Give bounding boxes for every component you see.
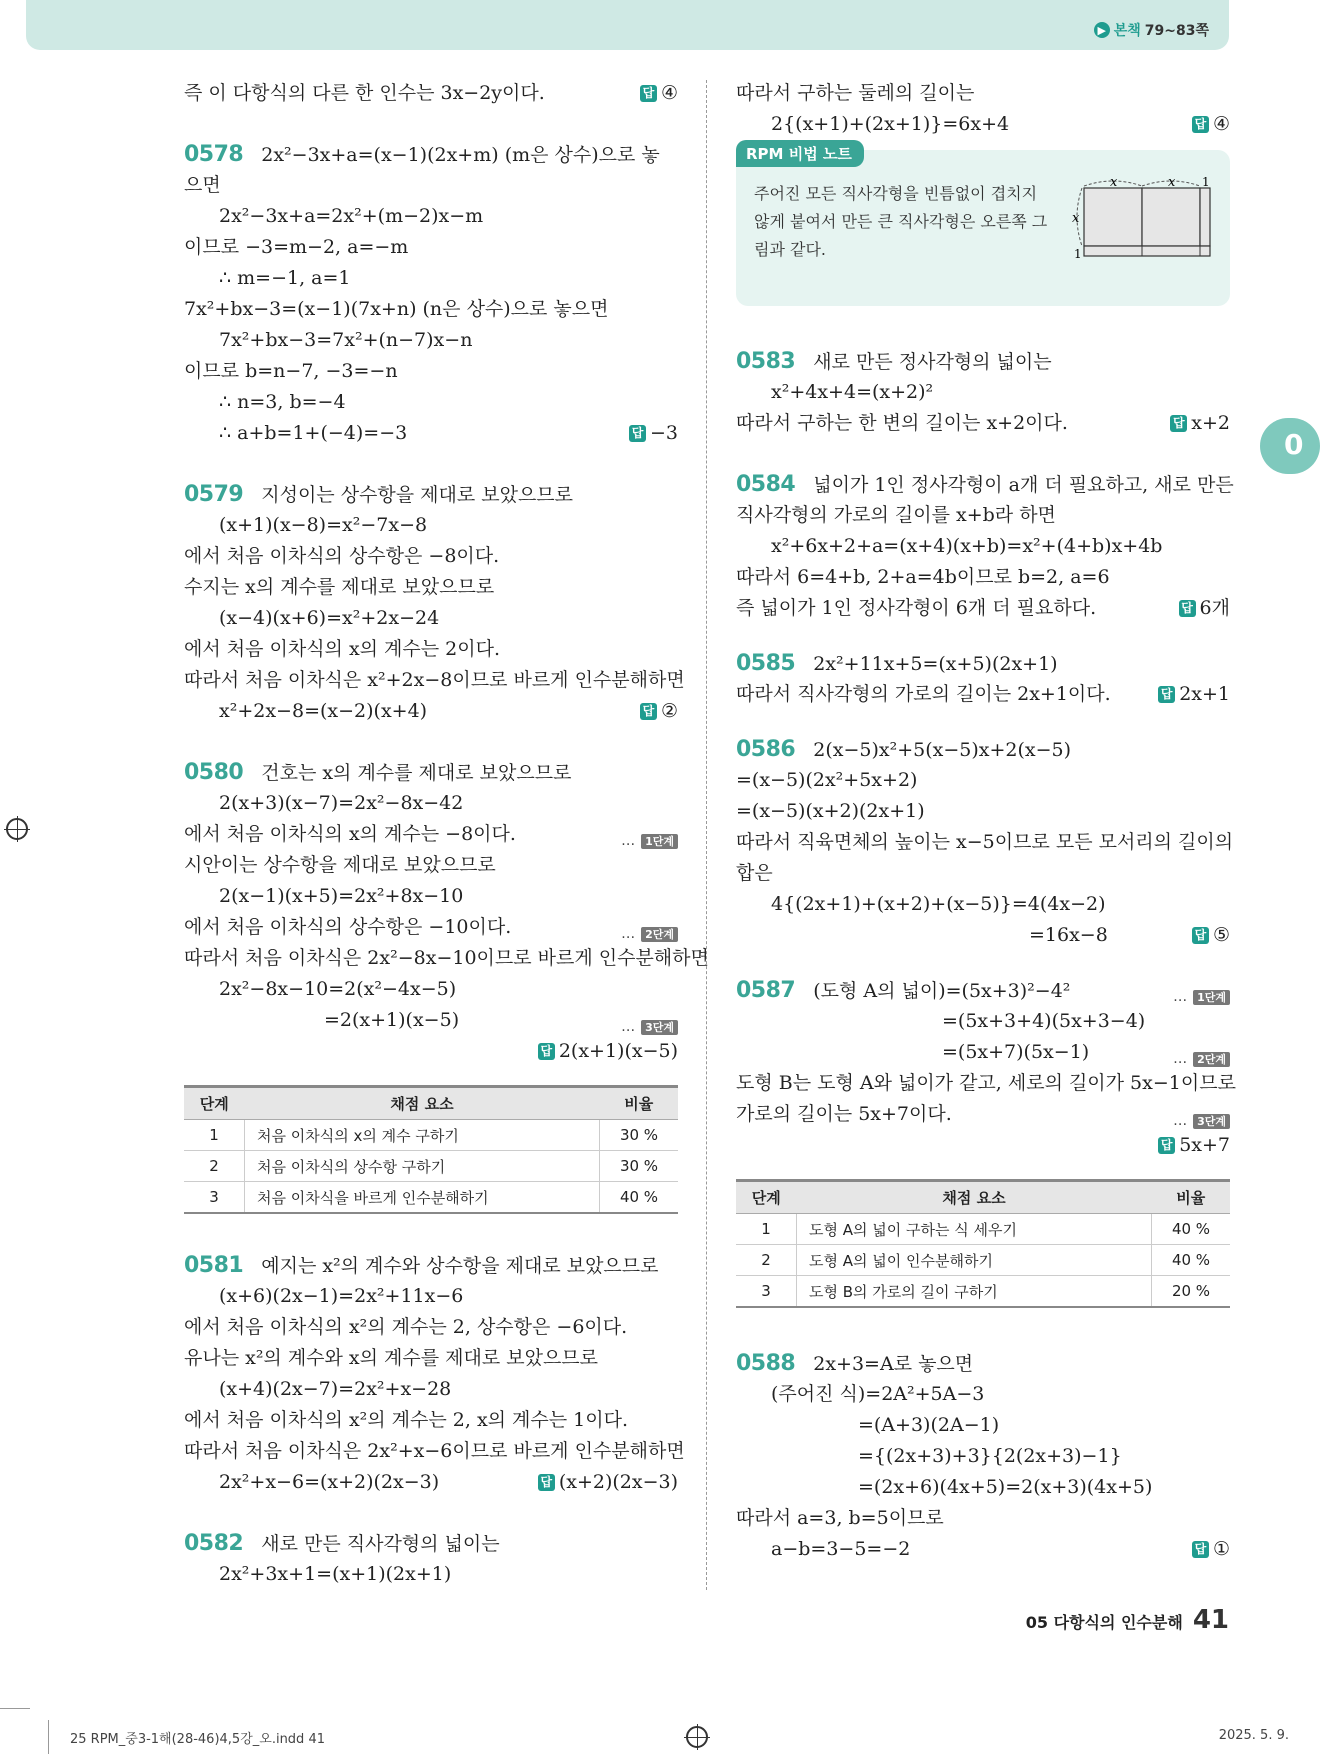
text-line: 에서 처음 이차식의 x의 계수는 2이다. bbox=[184, 638, 500, 660]
equation-line: (x+6)(2x−1)=2x²+11x−6 bbox=[219, 1285, 464, 1307]
step-badge: … 1단계 bbox=[1173, 982, 1230, 1013]
step-badge: … 3단계 bbox=[1173, 1106, 1230, 1137]
equation-line: =(x−5)(x+2)(2x+1) bbox=[736, 800, 925, 822]
equation-line: x²+2x−8=(x−2)(x+4) 답 ② bbox=[184, 696, 678, 727]
step-badge: … 1단계 bbox=[621, 826, 678, 857]
text-line: 따라서 a=3, b=5이므로 bbox=[736, 1507, 944, 1529]
text-line: 에서 처음 이차식의 상수항은 −10이다. … 2단계 bbox=[184, 912, 678, 943]
answer: 답 ④ bbox=[640, 78, 678, 109]
text-line: 에서 처음 이차식의 x²의 계수는 2, 상수항은 −6이다. bbox=[184, 1316, 628, 1338]
text-line: 따라서 처음 이차식은 2x²−8x−10이므로 바르게 인수분해하면 bbox=[184, 947, 709, 969]
problem-0582: 0582 새로 만든 직사각형의 넓이는 bbox=[184, 1531, 500, 1556]
tip-note-box bbox=[736, 145, 1230, 306]
problem-0584: 0584 넓이가 1인 정사각형이 a개 더 필요하고, 새로 만든 bbox=[736, 472, 1234, 497]
answer-line bbox=[736, 1130, 1230, 1161]
answer: 답 2(x+1)(x−5) bbox=[538, 1036, 678, 1067]
equation-line: 4{(2x+1)+(x+2)+(x−5)}=4(4x−2) bbox=[771, 893, 1106, 915]
problem-0579: 0579 지성이는 상수항을 제대로 보았으므로 bbox=[184, 482, 574, 507]
crop-mark bbox=[0, 1708, 30, 1709]
chapter-footer: 05 다항식의 인수분해 41 bbox=[1025, 1605, 1229, 1635]
left-column bbox=[184, 78, 709, 1590]
text-line: 으면 bbox=[184, 174, 221, 196]
answer: 답 2x+1 bbox=[1158, 679, 1230, 710]
text-line: 수지는 x의 계수를 제대로 보았으므로 bbox=[184, 576, 495, 598]
problem-number: 0582 bbox=[184, 1531, 244, 1556]
problem-0581: 0581 예지는 x²의 계수와 상수항을 제대로 보았으므로 bbox=[184, 1253, 659, 1278]
equation-line: (x−4)(x+6)=x²+2x−24 bbox=[219, 607, 440, 629]
answer: 답 ② bbox=[640, 696, 678, 727]
problem-number: 0583 bbox=[736, 349, 796, 374]
text-line: 따라서 6=4+b, 2+a=4b이므로 b=2, a=6 bbox=[736, 566, 1110, 588]
text-line: 유나는 x²의 계수와 x의 계수를 제대로 보았으므로 bbox=[184, 1347, 599, 1369]
answer-line bbox=[184, 1036, 678, 1067]
problem-0578: 0578 2x²−3x+a=(x−1)(2x+m) (m은 상수)으로 놓 bbox=[184, 142, 660, 167]
chapter-side-tab: 0 bbox=[1260, 418, 1320, 474]
equation-line: 2x²−8x−10=2(x²−4x−5) bbox=[219, 978, 457, 1000]
equation-line: ∴ m=−1, a=1 bbox=[219, 267, 351, 289]
ref-label: 본책 bbox=[1113, 23, 1141, 39]
step-badge: … 2단계 bbox=[1173, 1044, 1230, 1075]
header-band bbox=[26, 0, 1229, 50]
problem-number: 0586 bbox=[736, 737, 796, 762]
text-line: 7x²+bx−3=(x−1)(7x+n) (n은 상수)으로 놓으면 bbox=[184, 298, 609, 320]
svg-text:x: x bbox=[1110, 175, 1118, 190]
problem-number: 0580 bbox=[184, 760, 244, 785]
equation-line: 2(x+3)(x−7)=2x²−8x−42 bbox=[219, 792, 464, 814]
registration-mark-icon bbox=[6, 818, 28, 840]
text-line: 시안이는 상수항을 제대로 보았으므로 bbox=[184, 854, 496, 876]
tip-label: RPM 비법 노트 bbox=[736, 140, 864, 167]
file-slug: 25 RPM_중3-1해(28-46)4,5강_오.indd 41 bbox=[70, 1732, 325, 1747]
table-row: 3 처음 이차식을 바르게 인수분해하기 40 % bbox=[184, 1182, 678, 1214]
text-line: 에서 처음 이차식의 x²의 계수는 2, x의 계수는 1이다. bbox=[184, 1409, 628, 1431]
problem-number: 0585 bbox=[736, 651, 796, 676]
equation-line: 7x²+bx−3=7x²+(n−7)x−n bbox=[219, 329, 473, 351]
equation-line: a−b=3−5=−2 답 ① bbox=[736, 1534, 1230, 1565]
equation-line: x²+4x+4=(x+2)² bbox=[771, 381, 934, 403]
text-line: 직사각형의 가로의 길이를 x+b라 하면 bbox=[736, 504, 1056, 526]
text-line: 에서 처음 이차식의 상수항은 −8이다. bbox=[184, 545, 500, 567]
equation-line: ={(2x+3)+3}{2(2x+3)−1} bbox=[858, 1445, 1122, 1467]
crop-mark bbox=[48, 1720, 49, 1754]
equation-line: =(A+3)(2A−1) bbox=[858, 1414, 1000, 1436]
text-line: 따라서 구하는 둘레의 길이는 bbox=[736, 82, 975, 104]
equation-line: =(5x+7)(5x−1) … 2단계 bbox=[736, 1037, 1230, 1068]
equation-line: 2x²+x−6=(x+2)(2x−3) 답 (x+2)(2x−3) bbox=[184, 1467, 678, 1498]
text-line: 합은 bbox=[736, 862, 773, 884]
problem-number: 0587 bbox=[736, 978, 796, 1003]
problem-0586: 0586 2(x−5)x²+5(x−5)x+2(x−5) bbox=[736, 737, 1072, 762]
problem-number: 0584 bbox=[736, 472, 796, 497]
svg-text:1: 1 bbox=[1074, 247, 1082, 261]
problem-0585: 0585 2x²+11x+5=(x+5)(2x+1) bbox=[736, 651, 1058, 676]
equation-line: ∴ a+b=1+(−4)=−3 답 −3 bbox=[184, 418, 678, 449]
equation-line: =(x−5)(2x²+5x+2) bbox=[736, 769, 918, 791]
table-row: 2 도형 A의 넓이 인수분해하기 40 % bbox=[736, 1245, 1230, 1276]
answer: 답 6개 bbox=[1179, 593, 1230, 624]
problem-0580: 0580 건호는 x의 계수를 제대로 보았으므로 bbox=[184, 760, 572, 785]
rectangle-figure bbox=[1072, 175, 1212, 268]
text-line: 따라서 처음 이차식은 2x²+x−6이므로 바르게 인수분해하면 bbox=[184, 1440, 685, 1462]
table-row: 2 처음 이차식의 상수항 구하기 30 % bbox=[184, 1151, 678, 1182]
text-line: 이므로 b=n−7, −3=−n bbox=[184, 360, 398, 382]
registration-mark-icon bbox=[686, 1726, 708, 1748]
text-line: 도형 B는 도형 A와 넓이가 같고, 세로의 길이가 5x−1이므로 bbox=[736, 1072, 1236, 1094]
text-line: 따라서 처음 이차식은 x²+2x−8이므로 바르게 인수분해하면 bbox=[184, 669, 685, 691]
text-line: 따라서 직육면체의 높이는 x−5이므로 모든 모서리의 길이의 bbox=[736, 831, 1234, 853]
svg-text:x: x bbox=[1168, 175, 1176, 190]
answer: 답 ④ bbox=[1192, 109, 1230, 140]
step-badge: … 2단계 bbox=[621, 919, 678, 950]
equation-line: x²+6x+2+a=(x+4)(x+b)=x²+(4+b)x+4b bbox=[771, 535, 1163, 557]
svg-text:x: x bbox=[1072, 211, 1080, 226]
table-row: 3 도형 B의 가로의 길이 구하기 20 % bbox=[736, 1276, 1230, 1308]
problem-0587: 0587 (도형 A의 넓이)=(5x+3)²−4² … 1단계 bbox=[736, 975, 1230, 1006]
answer: 답 5x+7 bbox=[1158, 1130, 1230, 1161]
equation-line: =2(x+1)(x−5) … 3단계 bbox=[184, 1005, 678, 1036]
equation-line: =16x−8 답 ⑤ bbox=[736, 920, 1230, 951]
answer: 답 (x+2)(2x−3) bbox=[538, 1467, 678, 1498]
equation-line: (주어진 식)=2A²+5A−3 bbox=[771, 1383, 985, 1405]
problem-0588: 0588 2x+3=A로 놓으면 bbox=[736, 1351, 974, 1376]
grading-table: 단계 채점 요소 비율 1 도형 A의 넓이 구하는 식 세우기 40 % 2 도형 A의 넓이 인수분해하기 40 % 3 도형 B의 가로의 길이 구하기 20 % bbox=[736, 1179, 1230, 1308]
equation-line: 2(x−1)(x+5)=2x²+8x−10 bbox=[219, 885, 464, 907]
page-reference bbox=[1094, 20, 1209, 40]
text-line: 따라서 직사각형의 가로의 길이는 2x+1이다. 답 2x+1 bbox=[736, 679, 1230, 710]
equation-line: (x+1)(x−8)=x²−7x−8 bbox=[219, 514, 428, 536]
page-number: 41 bbox=[1192, 1605, 1229, 1635]
text-line: 즉 넓이가 1인 정사각형이 6개 더 필요하다. 답 6개 bbox=[736, 593, 1230, 624]
equation-line: =(2x+6)(4x+5)=2(x+3)(4x+5) bbox=[858, 1476, 1153, 1498]
svg-text:1: 1 bbox=[1202, 175, 1210, 189]
answer: 답 −3 bbox=[629, 418, 678, 449]
tip-text: 주어진 모든 직사각형을 빈틈없이 겹치지 않게 붙여서 만든 큰 직사각형은 오른쪽 그림과 같다. bbox=[754, 184, 1048, 259]
grading-table: 단계 채점 요소 비율 1 처음 이차식의 x의 계수 구하기 30 % 2 처음 이차식의 상수항 구하기 30 % 3 처음 이차식을 바르게 인수분해하기 40 % bbox=[184, 1085, 678, 1214]
arrow-right-icon: ▶ bbox=[1094, 22, 1110, 38]
table-row: 1 처음 이차식의 x의 계수 구하기 30 % bbox=[184, 1120, 678, 1151]
text-line: 따라서 구하는 한 변의 길이는 x+2이다. 답 x+2 bbox=[736, 408, 1230, 439]
text-line: 가로의 길이는 5x+7이다. … 3단계 bbox=[736, 1099, 1230, 1130]
print-date: 2025. 5. 9. bbox=[1218, 1728, 1289, 1743]
right-column bbox=[736, 78, 1236, 1565]
column-divider bbox=[706, 80, 707, 1590]
problem-number: 0581 bbox=[184, 1253, 244, 1278]
text-line: 즉 이 다항식의 다른 한 인수는 3x−2y이다. 답 ④ bbox=[184, 78, 678, 109]
problem-number: 0578 bbox=[184, 142, 244, 167]
problem-0583: 0583 새로 만든 정사각형의 넓이는 bbox=[736, 349, 1052, 374]
answer: 답 ① bbox=[1192, 1534, 1230, 1565]
step-badge: … 3단계 bbox=[621, 1012, 678, 1043]
problem-number: 0579 bbox=[184, 482, 244, 507]
text-line: 에서 처음 이차식의 x의 계수는 −8이다. … 1단계 bbox=[184, 819, 678, 850]
answer: 답 x+2 bbox=[1170, 408, 1230, 439]
equation-line: 2x²−3x+a=2x²+(m−2)x−m bbox=[219, 205, 484, 227]
text-line: 이므로 −3=m−2, a=−m bbox=[184, 236, 409, 258]
equation-line: =(5x+3+4)(5x+3−4) bbox=[942, 1010, 1146, 1032]
equation-line: 2x²+3x+1=(x+1)(2x+1) bbox=[219, 1563, 452, 1585]
equation-line: ∴ n=3, b=−4 bbox=[219, 391, 346, 413]
answer: 답 ⑤ bbox=[1192, 920, 1230, 951]
equation-line: 2{(x+1)+(2x+1)}=6x+4 답 ④ bbox=[736, 109, 1230, 140]
table-row: 1 도형 A의 넓이 구하는 식 세우기 40 % bbox=[736, 1214, 1230, 1245]
ref-pages: 79~83쪽 bbox=[1144, 23, 1209, 39]
problem-number: 0588 bbox=[736, 1351, 796, 1376]
equation-line: (x+4)(2x−7)=2x²+x−28 bbox=[219, 1378, 452, 1400]
